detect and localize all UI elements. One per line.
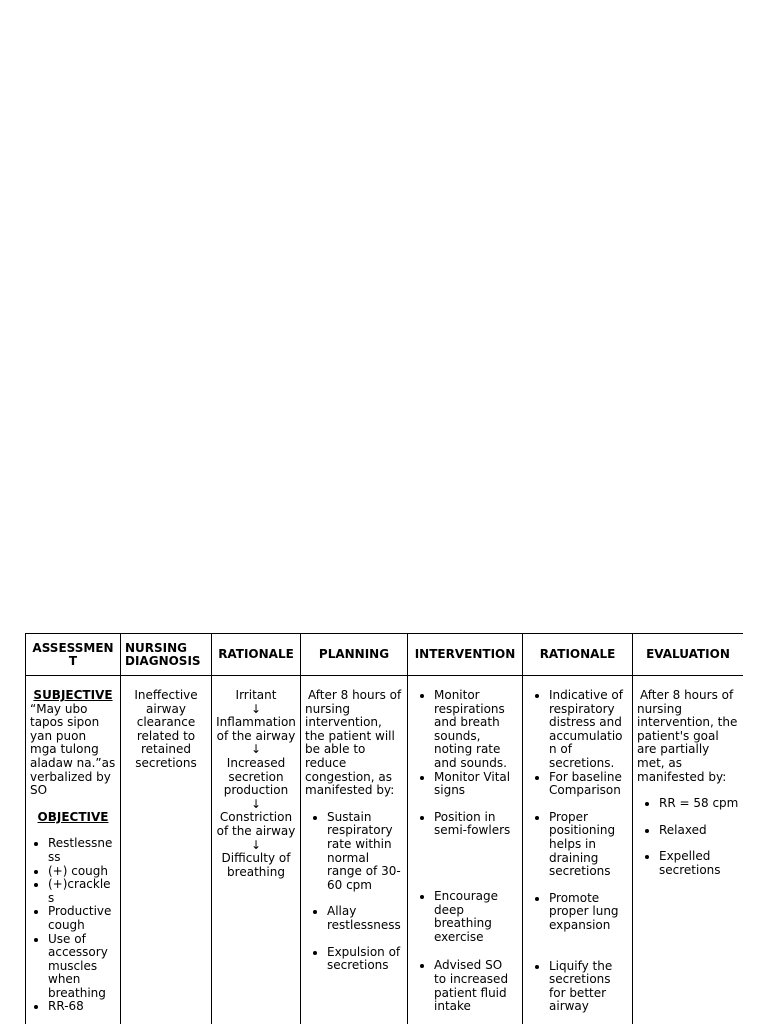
list-item: • Monitor respirations and breath sounds, noting rate and sounds. [434,689,518,771]
header-row [26,634,744,676]
header-planning: PLANNING [301,634,408,676]
down-arrow-icon: ↓ [250,701,262,716]
nursing-care-plan [25,633,743,1024]
list-item: • Advised SO to increased patient fluid intake [434,959,518,1013]
list-item: • Productive cough [48,905,116,932]
header-rationale-2: RATIONALE [523,634,633,676]
planning-cell [301,676,408,1024]
rationale-step: Irritant [235,688,277,702]
rationale-2-cell [523,676,633,1024]
list-item: • Use of accessory muscles when breathing [48,933,116,1001]
list-item: • Position in semi-fowlers [434,811,518,838]
header-nursing-diagnosis: NURSING DIAGNOSIS [121,634,212,676]
evaluation-list [637,797,739,877]
header-rationale: RATIONALE [212,634,301,676]
evaluation-intro: After 8 hours of nursing intervention, the patient's goal are partially met, as manifested by: [637,688,738,784]
intervention-list [412,689,518,1014]
diagnosis-cell [121,676,212,1024]
evaluation-cell [633,676,744,1024]
list-item: • Indicative of respiratory distress and accumulatio n of secretions. [549,689,628,771]
list-item: • Expelled secretions [659,850,739,877]
rationale-step: Inflammation of the airway [216,715,296,743]
rationale-step: Difficulty of breathing [221,851,291,879]
care-plan-table [25,633,743,1024]
list-item: • RR = 58 cpm [659,797,739,811]
planning-intro: After 8 hours of nursing intervention, the patient will be able to reduce congestion, as manifested by: [305,688,402,798]
list-item: • (+)crackle s [48,878,116,905]
down-arrow-icon: ↓ [250,742,262,757]
header-evaluation: EVALUATION [633,634,744,676]
rationale-cell [212,676,301,1024]
table-row [26,676,744,1024]
list-item: • Monitor Vital signs [434,771,518,798]
objective-list [30,837,116,1014]
rationale-step: Increased secretion production [223,755,289,798]
rationale-2-list [527,689,628,1014]
header-assessment: ASSESSMEN T [26,634,121,676]
down-arrow-icon: ↓ [250,796,262,811]
list-item: • Allay restlessness [327,905,403,932]
list-item: • RR-68 [48,1000,116,1014]
list-item: • Relaxed [659,824,739,838]
list-item: • Proper positioning helps in draining secretions [549,811,628,879]
down-arrow-icon: ↓ [250,837,262,852]
list-item: • Encourage deep breathing exercise [434,890,518,944]
objective-label: OBJECTIVE [37,809,109,824]
assessment-cell [26,676,121,1024]
list-item: • Restlessne ss [48,837,116,864]
header-intervention: INTERVENTION [408,634,523,676]
intervention-cell [408,676,523,1024]
list-item: • Promote proper lung expansion [549,892,628,933]
list-item: • Sustain respiratory rate within normal range of 30-60 cpm [327,811,403,893]
planning-list [305,811,403,973]
subjective-text: “May ubo tapos sipon yan puon mga tulong aladaw na.”as verbalized by SO [30,701,116,798]
subjective-label: SUBJECTIVE [33,688,113,702]
list-item: • Expulsion of secretions [327,946,403,973]
list-item: • For baseline Comparison [549,771,628,798]
list-item: • (+) cough [48,865,116,879]
list-item: • Liquify the secretions for better airway [549,960,628,1014]
rationale-step: Constriction of the airway [216,810,296,838]
diagnosis-text: Ineffective airway clearance related to retained secretions [134,688,198,770]
